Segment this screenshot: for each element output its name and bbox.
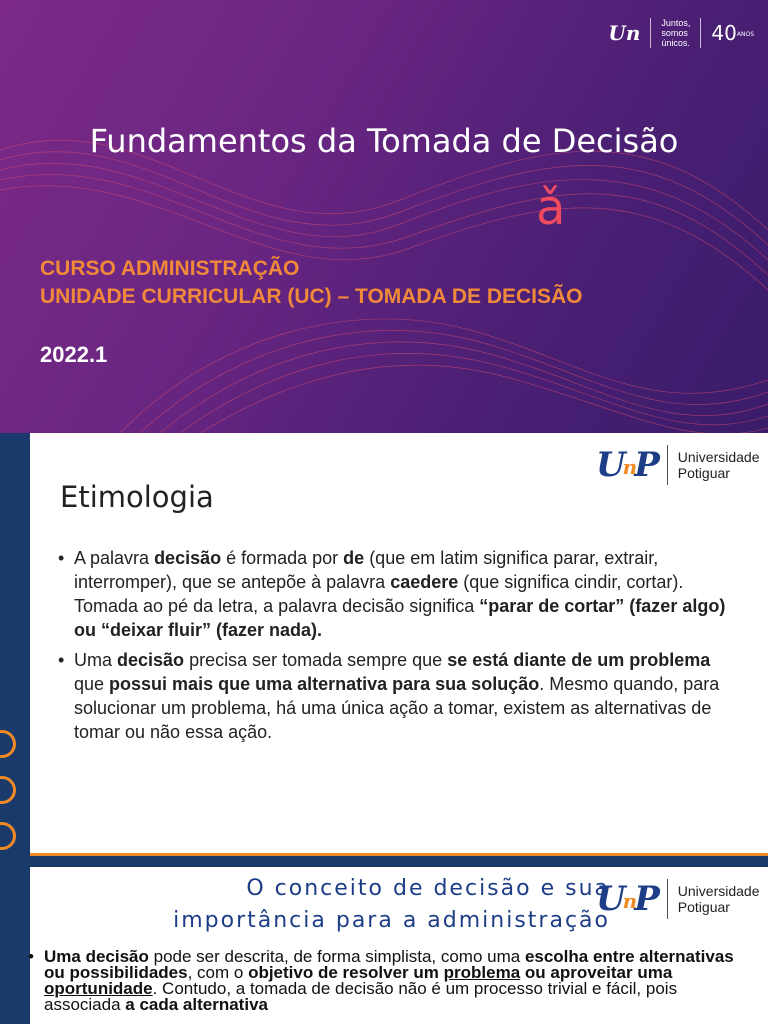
academic-year: 2022.1 xyxy=(40,342,108,367)
text-run: (que em latim significa parar, extrair, interromper), que se antepõe à palavra xyxy=(74,548,659,592)
text-run: que xyxy=(74,674,110,694)
university-name-line: Potiguar xyxy=(677,899,730,915)
text-run: . Mesmo quando, para solucionar um problema, há uma única ação a tomar, existem as alternativas de tomar ou não essa ação. xyxy=(74,674,720,742)
bold-text: objetivo de resolver um xyxy=(248,963,439,982)
university-name-line: Potiguar xyxy=(677,465,730,481)
text-run: é formada por xyxy=(221,548,344,568)
title-slide xyxy=(0,0,768,433)
list-item xyxy=(58,546,728,642)
text-run: precisa ser tomada sempre que xyxy=(184,650,448,670)
university-name-line: Universidade xyxy=(677,883,760,899)
unp-mark-icon xyxy=(596,879,657,919)
heading-line: importância para a administração xyxy=(173,908,610,933)
accent-glyph-icon: ǎ xyxy=(536,180,566,236)
text-run: pode ser descrita, de forma simplista, como uma xyxy=(148,947,525,966)
university-name xyxy=(678,449,760,481)
bold-text: caedere xyxy=(390,572,459,592)
divider xyxy=(667,445,668,485)
course-name: CURSO ADMINISTRAÇÃO xyxy=(40,257,300,280)
curricular-unit: UNIDADE CURRICULAR (UC) – TOMADA DE DECISÃO xyxy=(40,285,583,308)
etymology-slide xyxy=(0,433,768,867)
university-logo xyxy=(596,445,760,485)
bold-text: Uma decisão xyxy=(44,947,149,966)
bold-text: se está diante de um problema xyxy=(447,650,711,670)
mark-letter: P xyxy=(634,879,657,919)
bold-text: possui mais que uma alternativa para sua solução xyxy=(109,674,540,694)
mark-letter: P xyxy=(634,445,657,485)
bold-text: ou aproveitar uma xyxy=(520,963,673,982)
divider xyxy=(667,879,668,919)
tagline xyxy=(661,18,690,48)
text-run: A palavra xyxy=(74,548,155,568)
bold-text: decisão xyxy=(117,650,185,670)
course-info xyxy=(40,255,583,311)
text-run: (que significa cindir, cortar). Tomada ao pé da letra, a palavra decisão significa xyxy=(74,572,684,616)
bullet-icon: • xyxy=(28,947,34,966)
unp-logo: Un xyxy=(608,21,641,45)
anniversary-number: 40 xyxy=(711,21,737,45)
paragraph-text xyxy=(30,949,758,1013)
anniversary-logo xyxy=(711,21,754,45)
bold-text: “parar de cortar” (fazer algo) ou “deixar fluir” (fazer nada). xyxy=(74,596,726,640)
underlined-bold-text: problema xyxy=(443,963,521,982)
tagline-line: Juntos, xyxy=(661,18,691,28)
mark-letter: n xyxy=(622,889,635,913)
divider xyxy=(650,18,651,48)
university-name xyxy=(678,883,760,915)
slide-heading xyxy=(90,873,610,937)
divider xyxy=(700,18,701,48)
presentation-title: Fundamentos da Tomada de Decisão xyxy=(89,122,679,160)
decision-concept-slide xyxy=(0,867,768,1024)
tagline-line: somos xyxy=(661,28,688,38)
anniversary-suffix: ANOS xyxy=(736,31,754,38)
bullet-list xyxy=(58,546,728,750)
text-run: , com o xyxy=(187,963,249,982)
mark-letter: n xyxy=(622,455,635,479)
body-paragraph xyxy=(30,949,758,1013)
slide-content-panel xyxy=(30,433,768,855)
mark-letter: U xyxy=(596,445,623,485)
underlined-bold-text: oportunidade xyxy=(44,979,153,998)
tagline-line: únicos. xyxy=(661,38,690,48)
text-run: Uma xyxy=(74,650,118,670)
decorative-wave-lines xyxy=(0,0,768,433)
bold-text: a cada alternativa xyxy=(125,995,268,1014)
slide-heading: Etimologia xyxy=(60,480,214,514)
unp-mark-icon xyxy=(596,445,657,485)
bottom-accent-line xyxy=(30,853,768,856)
bold-text: escolha entre alternativas ou possibilidades xyxy=(44,947,734,982)
heading-line: O conceito de decisão e sua xyxy=(246,876,610,901)
text-run: . Contudo, a tomada de decisão não é um processo trivial e fácil, pois associada xyxy=(44,979,678,1014)
bold-text: decisão xyxy=(154,548,222,568)
header-logos xyxy=(608,18,754,48)
university-name-line: Universidade xyxy=(677,449,760,465)
bold-text: de xyxy=(343,548,365,568)
list-item xyxy=(58,648,728,744)
university-logo xyxy=(596,879,760,919)
mark-letter: U xyxy=(596,879,623,919)
